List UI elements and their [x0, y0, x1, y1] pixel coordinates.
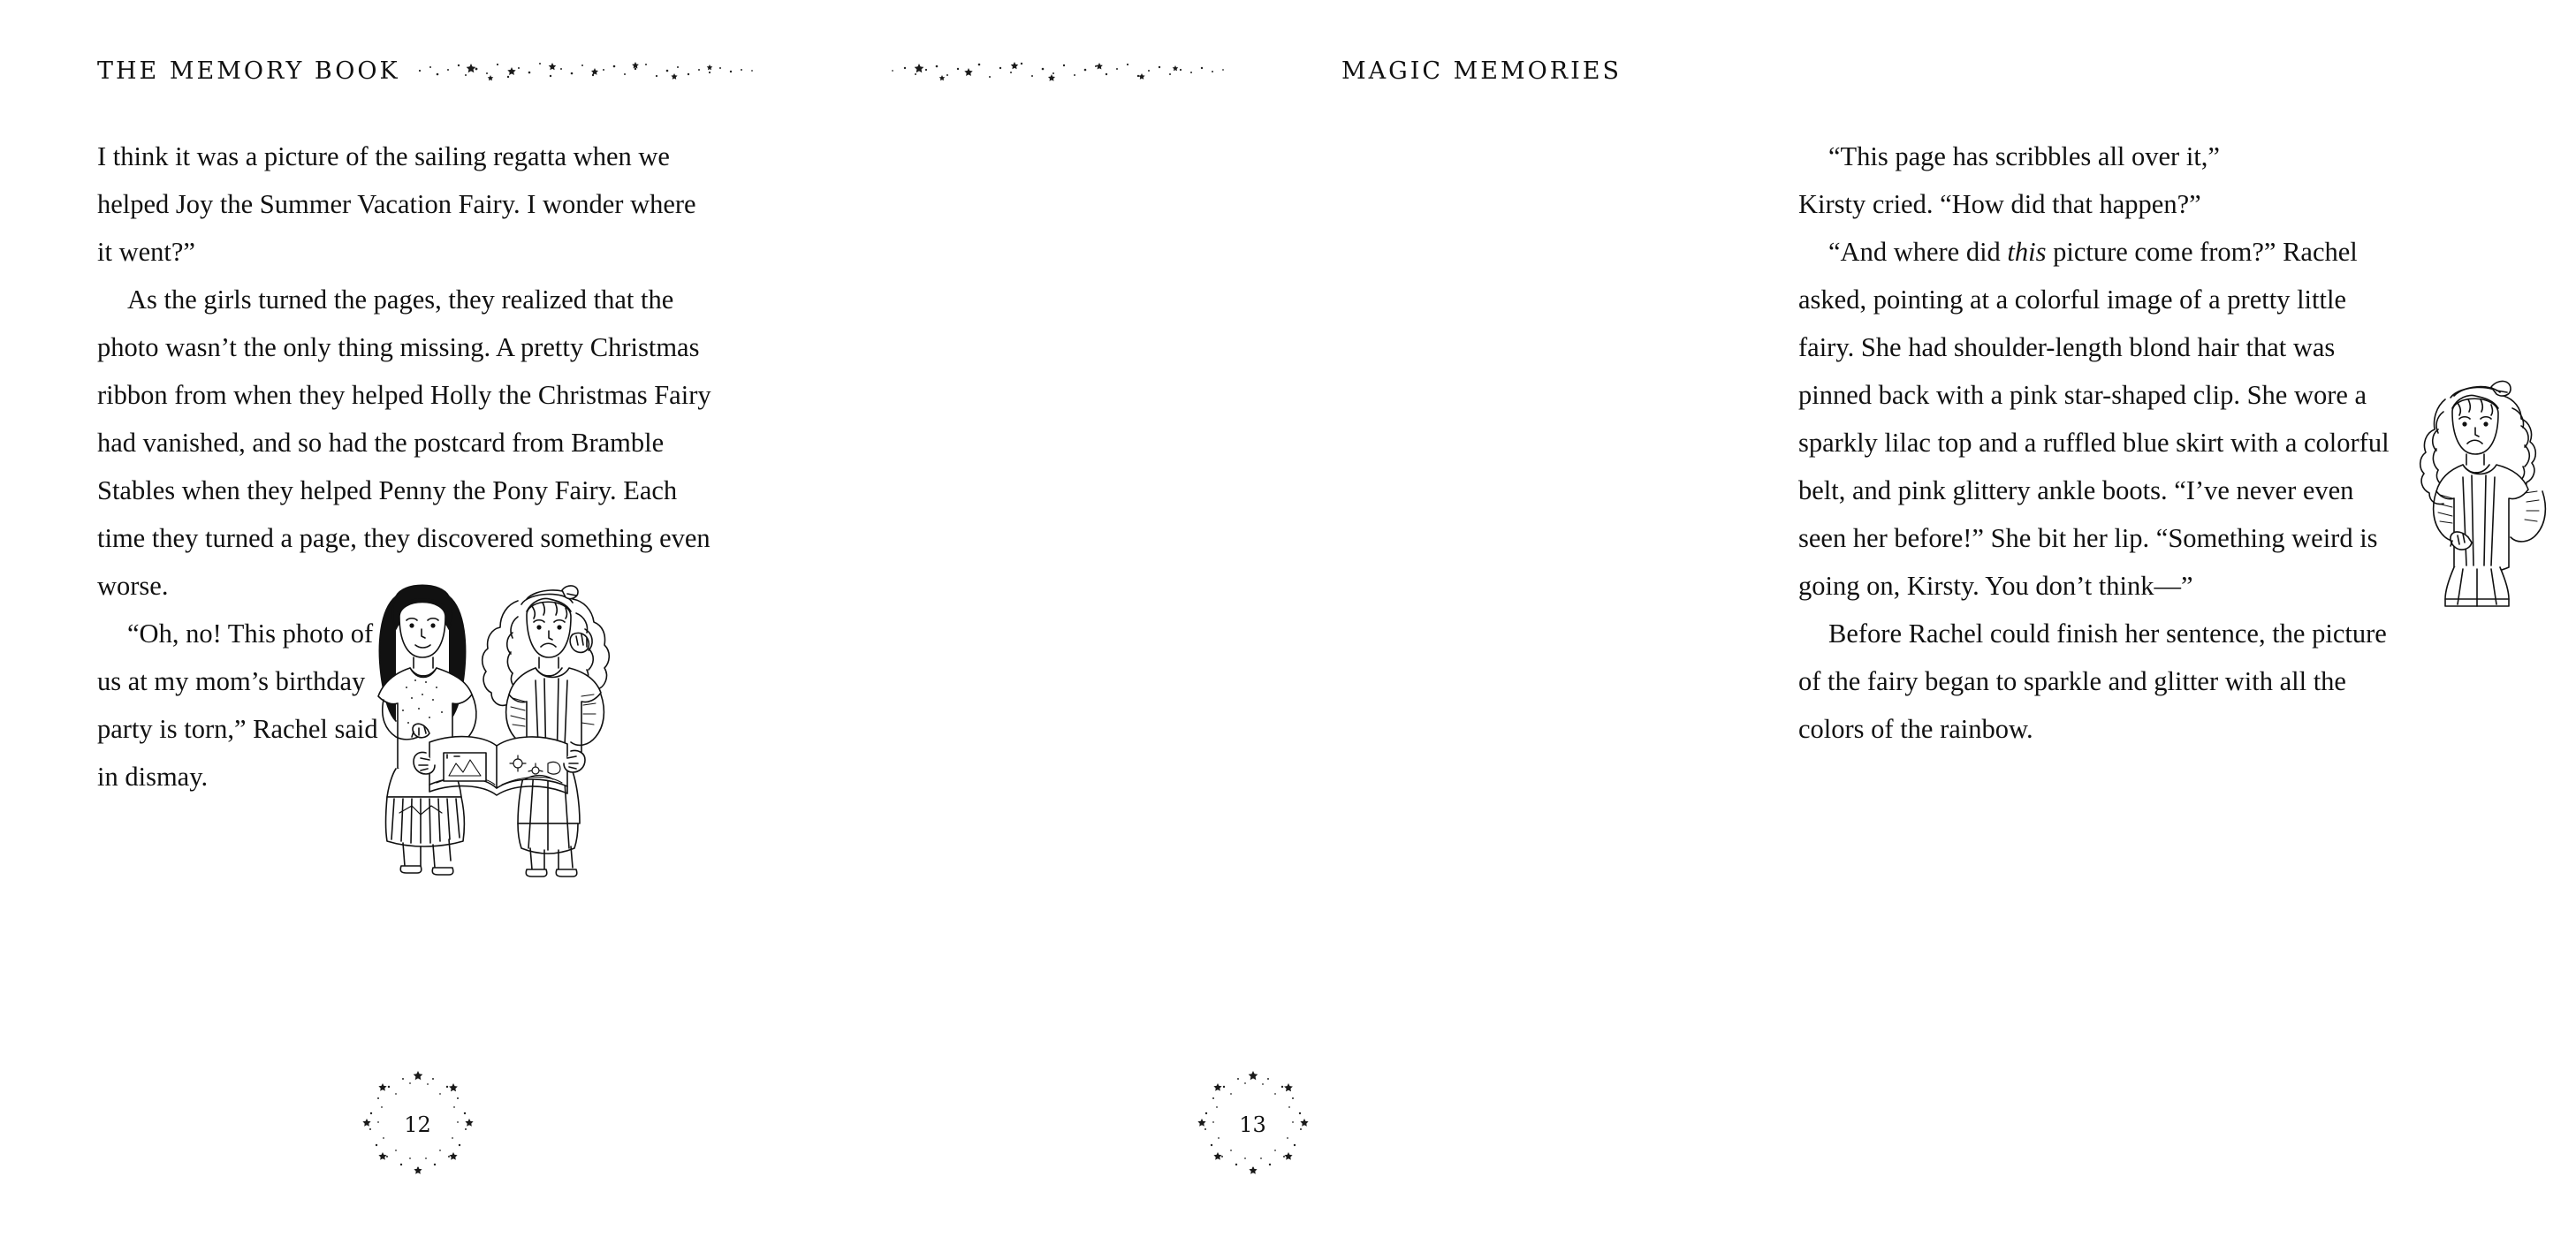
running-head-right-text: MAGIC MEMORIES — [1341, 57, 1622, 85]
right-page-body — [1798, 133, 2399, 753]
page-number: 12 — [404, 1112, 431, 1137]
paragraph: “This page has scribbles all over it,” Kirsty cried. “How did that happen?” — [1798, 141, 2220, 219]
star-flourish-icon — [413, 56, 786, 86]
illustration-girl-with-hand-on-chest — [2399, 353, 2576, 610]
paragraph: As the girls turned the pages, they realized that the photo wasn’t the only thing missing. A pretty Christmas ribbon from when they helped Holly the Christmas Fairy had vanished, and so had the postcard from Bramble Stables when they helped Penny the Pony Fairy. Each time they turned a page, they discovered something even worse. — [97, 285, 711, 601]
folio-right — [835, 1067, 1670, 1182]
illustration-two-girls-with-scrapbook — [345, 548, 645, 875]
paragraph — [1798, 228, 2399, 610]
star-flourish-icon — [884, 56, 1329, 86]
paragraph: “Oh, no! This photo of us at my mom’s birthday party is torn,” Rachel said in dismay. — [97, 618, 378, 792]
folio-left — [0, 1067, 835, 1182]
running-head-right — [884, 53, 1622, 88]
emphasized-word: this — [2007, 237, 2047, 267]
paragraph: I think it was a picture of the sailing regatta when we helped Joy the Summer Vacation Fairy. I wonder where it went?” — [97, 141, 696, 267]
paragraph-text-before: “And where did — [1828, 237, 2008, 267]
running-head-left — [97, 53, 786, 88]
right-page — [835, 0, 2390, 1237]
running-head-left-text: THE MEMORY BOOK — [97, 57, 400, 85]
page-number: 13 — [1239, 1112, 1266, 1137]
left-page — [0, 0, 835, 1237]
paragraph-text-after: picture come from?” Rachel asked, pointing at a colorful image of a pretty little fairy. She had shoulder-length blond hair that was pinned back with a pink star-shaped clip. She wore a sparkly lilac top and a ruffled blue skirt with a colorful belt, and pink glittery ankle boots. “I’ve never even seen her before!” She bit her lip. “Something weird is going on, Kirsty. You don’t think—” — [1798, 237, 2390, 601]
paragraph: Before Rachel could finish her sentence, the picture of the fairy began to sparkle and glitter with all the colors of the rainbow. — [1798, 618, 2387, 744]
